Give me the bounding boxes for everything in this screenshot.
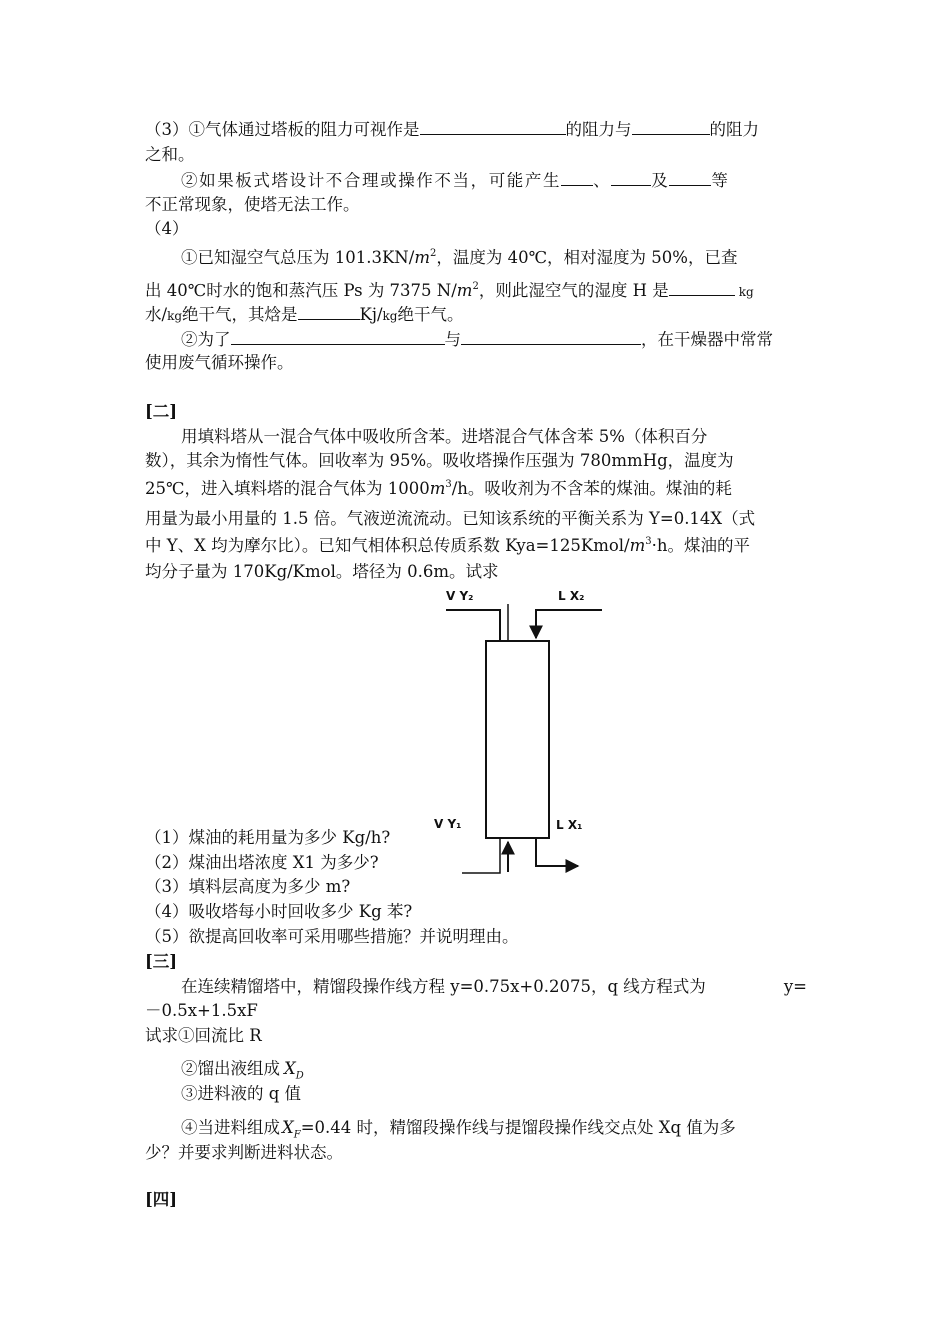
text: 出 40℃时水的饱和蒸汽压 Ps 为 7375 N/ xyxy=(145,281,457,300)
unit-m: m xyxy=(456,281,473,300)
unit-m: m xyxy=(414,248,430,267)
text: 的阻力与 xyxy=(565,120,632,139)
text: 中 Y、X 均为摩尔比）。已知气相体积总传质系数 Kya=125Kmol/ xyxy=(145,536,630,555)
text: y= xyxy=(783,977,807,996)
p2-line-1: 用填料塔从一混合气体中吸收所含苯。进塔混合气体含苯 5%（体积百分 xyxy=(181,427,708,446)
unit-kg: kg xyxy=(167,309,183,323)
tower-column xyxy=(486,641,549,838)
question-5: （5）欲提高回收率可采用哪些措施？并说明理由。 xyxy=(145,927,519,946)
text: ④当进料组成 xyxy=(181,1118,280,1137)
text: 、 xyxy=(593,171,612,190)
unit-kg: kg xyxy=(738,285,754,299)
text: （3）①气体通过塔板的阻力可视作是 xyxy=(145,120,420,139)
p2-line-2: 数），其余为惰性气体。回收率为 95%。吸收塔操作压强为 780mmHg，温度为 xyxy=(145,451,734,470)
subscript: F xyxy=(293,1129,301,1141)
superscript: 3 xyxy=(645,536,652,547)
label-top-left: V Y₂ xyxy=(446,589,474,603)
problem-4-heading: [四] xyxy=(145,1190,178,1209)
question-4: （4）吸收塔每小时回收多少 Kg 苯? xyxy=(145,902,413,921)
text: 25℃，进入填料塔的混合气体为 1000 xyxy=(145,479,430,498)
p3-line-5: ③进料液的 q 值 xyxy=(181,1084,302,1103)
unit-m: m xyxy=(429,479,446,498)
text: 的阻力 xyxy=(709,120,759,139)
gas-outlet-line xyxy=(446,610,500,641)
s4-line-5: 使用废气循环操作。 xyxy=(145,353,294,372)
superscript: 2 xyxy=(472,281,479,292)
label-bottom-right: L X₁ xyxy=(556,818,583,832)
p3-line-3: 试求①回流比 R xyxy=(145,1026,262,1045)
unit-m: m xyxy=(629,536,646,555)
question-2: （2）煤油出塔浓度 X1 为多少? xyxy=(145,853,379,872)
s4-label: （4） xyxy=(145,219,189,238)
superscript: 2 xyxy=(429,248,437,259)
question-1: （1）煤油的耗用量为多少 Kg/h? xyxy=(145,828,391,847)
text: ①已知湿空气总压为 101.3KN/ xyxy=(181,248,415,267)
text: 及 xyxy=(651,171,670,190)
gas-inlet-line xyxy=(462,838,500,873)
text: =0.44 时，精馏段操作线与提馏段操作线交点处 Xq 值为多 xyxy=(300,1118,736,1137)
p3-line-7: 少？并要求判断进料状态。 xyxy=(145,1143,343,1162)
text: Kj/ xyxy=(359,305,383,324)
text: 等 xyxy=(711,171,730,190)
problem-3-heading: [三] xyxy=(145,952,178,971)
text: 与 xyxy=(444,330,461,349)
s3-line-2: 之和。 xyxy=(145,145,195,164)
text: ②为了 xyxy=(181,330,231,349)
liquid-outlet-arrow xyxy=(536,838,578,866)
s3-line-4: 不正常现象，使塔无法工作。 xyxy=(145,195,360,214)
text: 在连续精馏塔中，精馏段操作线方程 y=0.75x+0.2075，q 线方程式为 xyxy=(181,977,706,996)
text: 水/ xyxy=(145,305,168,324)
var-x: X xyxy=(282,1118,294,1137)
question-3: （3）填料层高度为多少 m? xyxy=(145,877,351,896)
liquid-inlet-arrow xyxy=(536,610,602,638)
subscript: D xyxy=(295,1070,304,1082)
p2-line-6: 均分子量为 170Kg/Kmol。塔径为 0.6m。试求 xyxy=(145,562,499,581)
p2-line-4: 用量为最小用量的 1.5 倍。气液逆流流动。已知该系统的平衡关系为 Y=0.14X（式 xyxy=(145,509,756,528)
text: /h。吸收剂为不含苯的煤油。煤油的耗 xyxy=(451,479,732,498)
text: 绝干气。 xyxy=(397,305,464,324)
text: 绝干气，其焓是 xyxy=(182,305,298,324)
problem-2-heading: [二] xyxy=(145,402,178,421)
label-top-right: L X₂ xyxy=(558,589,585,603)
text: ②馏出液组成 xyxy=(181,1059,280,1078)
text: ，则此湿空气的湿度 H 是 xyxy=(478,281,669,300)
text: ，在干燥器中常常 xyxy=(641,330,773,349)
superscript: 3 xyxy=(445,479,452,490)
text: ②如果板式塔设计不合理或操作不当，可能产生 xyxy=(181,171,562,190)
text: ，温度为 40℃，相对湿度为 50%，已查 xyxy=(436,248,738,267)
var-x: X xyxy=(284,1059,296,1078)
unit-kg: kg xyxy=(382,309,398,323)
p3-line-2: －0.5x+1.5xF xyxy=(145,1001,258,1020)
label-bottom-left: V Y₁ xyxy=(434,817,462,831)
text: ·h。煤油的平 xyxy=(651,536,751,555)
